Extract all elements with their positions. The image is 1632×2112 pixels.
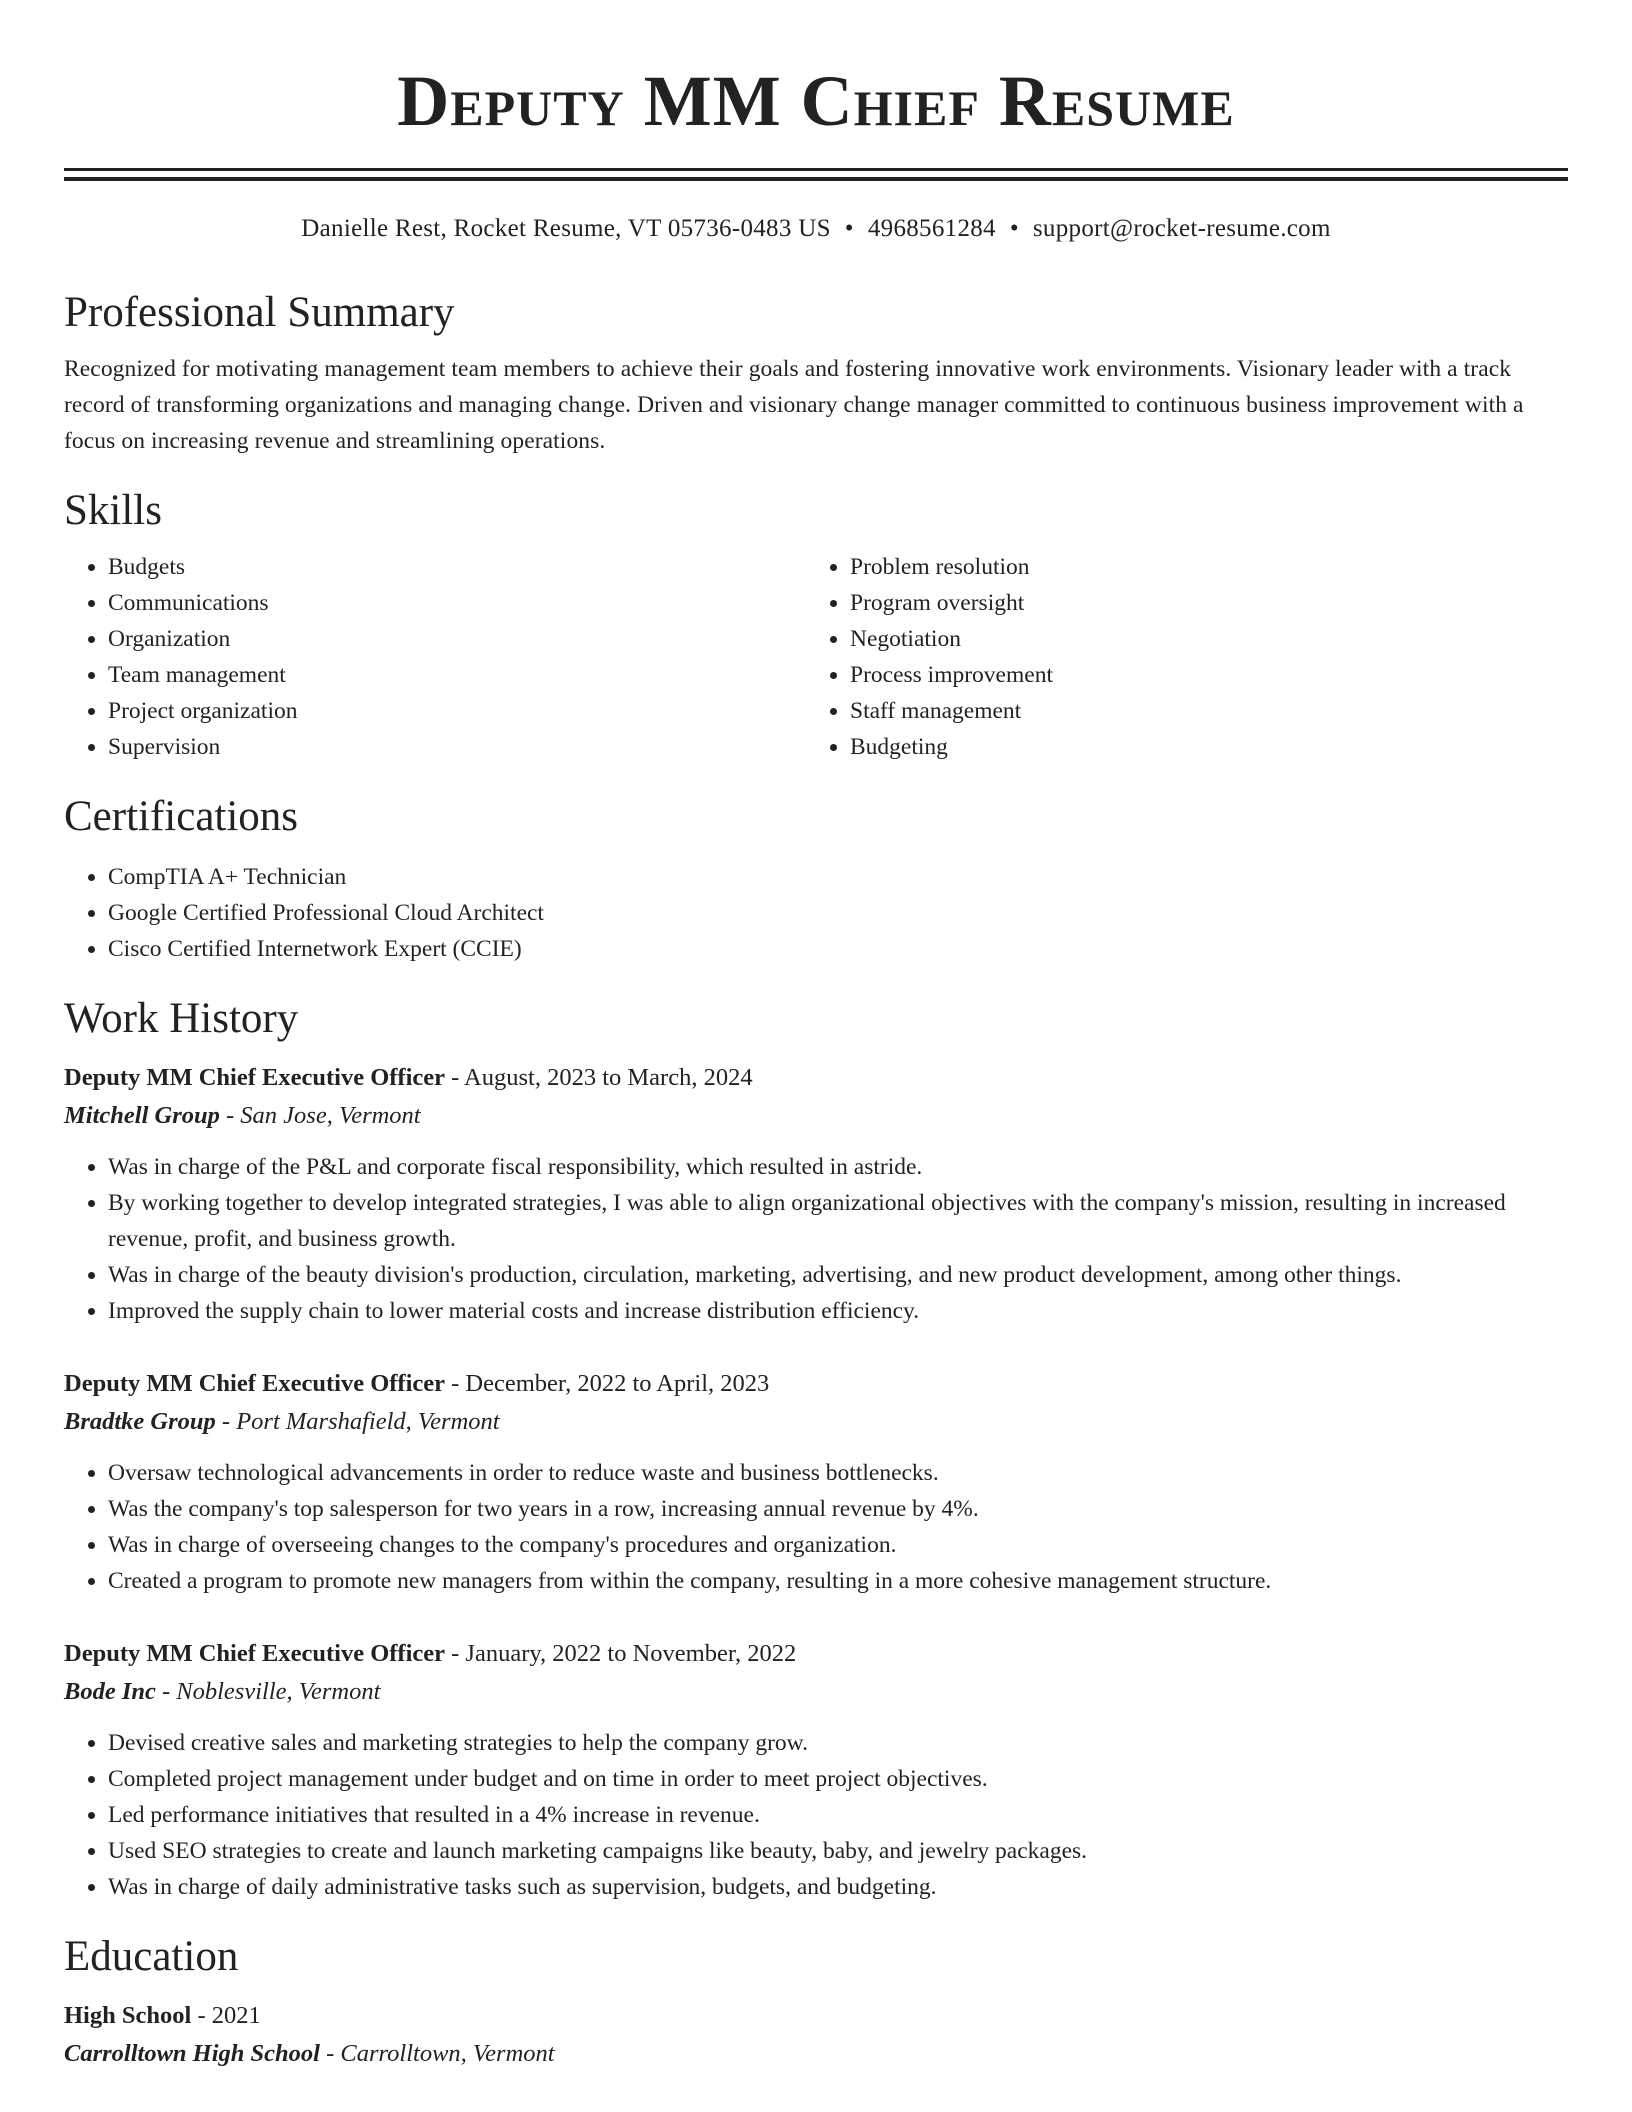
work-history-heading: Work History <box>64 995 299 1042</box>
job-company: Mitchell Group <box>64 1102 220 1129</box>
job-entry <box>64 1635 1568 1905</box>
skill-item: • Team management <box>108 657 806 693</box>
skill-item: • Supervision <box>108 729 806 765</box>
job-bullet: • Was in charge of daily administrative tasks such as supervision, budgets, and budgeting. <box>108 1869 1568 1905</box>
resume-page <box>64 0 1568 2073</box>
job-bullets <box>64 1725 1568 1905</box>
job-dates: - August, 2023 to March, 2024 <box>445 1064 753 1091</box>
education-school-line <box>64 2035 1568 2073</box>
education-degree: High School <box>64 2002 192 2029</box>
job-bullet: • Led performance initiatives that resulted in a 4% increase in revenue. <box>108 1797 1568 1833</box>
skill-item: • Project organization <box>108 693 806 729</box>
job-title: Deputy MM Chief Executive Officer <box>64 1370 445 1397</box>
job-bullets <box>64 1455 1568 1599</box>
job-entry <box>64 1059 1568 1329</box>
education-heading: Education <box>64 1933 239 1980</box>
skill-item: • Organization <box>108 621 806 657</box>
skills-list <box>64 549 1568 765</box>
job-company-line <box>64 1673 1568 1711</box>
job-title: Deputy MM Chief Executive Officer <box>64 1064 445 1091</box>
education-location: - Carrolltown, Vermont <box>319 2040 555 2067</box>
job-bullet: • Devised creative sales and marketing strategies to help the company grow. <box>108 1725 1568 1761</box>
certifications-list <box>64 859 1568 967</box>
job-title-line <box>64 1365 1568 1403</box>
job-bullets <box>64 1149 1568 1329</box>
skill-item: • Communications <box>108 585 806 621</box>
job-company: Bode Inc <box>64 1678 156 1705</box>
job-company-line <box>64 1403 1568 1441</box>
skills-column-left <box>64 549 806 765</box>
contact-email: support@rocket-resume.com <box>1032 215 1331 242</box>
job-dates: - January, 2022 to November, 2022 <box>445 1640 797 1667</box>
skill-item: • Negotiation <box>850 621 1548 657</box>
summary-text: Recognized for motivating management team members to achieve their goals and fostering innovative work environments. Visionary leader with a track record of transforming organizations and managing change. Driven and visionary change manager committed to continuous business improvement with a focus on increasing revenue and streamlining operations. <box>64 356 1524 454</box>
job-bullet: • Used SEO strategies to create and launch marketing campaigns like beauty, baby, and jewelry packages. <box>108 1833 1568 1869</box>
skills-heading: Skills <box>64 487 162 534</box>
skills-column-right <box>806 549 1548 765</box>
job-bullet: • Completed project management under budget and on time in order to meet project objectives. <box>108 1761 1568 1797</box>
certifications-heading: Certifications <box>64 793 299 840</box>
skill-item: • Budgets <box>108 549 806 585</box>
job-bullet: • Created a program to promote new managers from within the company, resulting in a more cohesive management structure. <box>108 1563 1568 1599</box>
certification-item: • CompTIA A+ Technician <box>108 859 1568 895</box>
job-company: Bradtke Group <box>64 1408 216 1435</box>
contact-address: Danielle Rest, Rocket Resume, VT 05736-0483 US <box>301 215 831 242</box>
title-divider-top <box>64 168 1568 171</box>
education-degree-line <box>64 1997 1568 2035</box>
contact-separator: • <box>1009 215 1019 242</box>
education-entry <box>64 1997 1568 2073</box>
skill-item: • Program oversight <box>850 585 1548 621</box>
job-location: - Port Marshafield, Vermont <box>215 1408 500 1435</box>
job-title-line <box>64 1635 1568 1673</box>
contact-phone: 4968561284 <box>867 215 996 242</box>
job-title: Deputy MM Chief Executive Officer <box>64 1640 445 1667</box>
skill-item: • Process improvement <box>850 657 1548 693</box>
job-dates: - December, 2022 to April, 2023 <box>445 1370 770 1397</box>
skill-item: • Staff management <box>850 693 1548 729</box>
title-divider-bottom <box>64 177 1568 181</box>
job-location: - San Jose, Vermont <box>219 1102 421 1129</box>
certification-item: • Cisco Certified Internetwork Expert (CCIE) <box>108 931 1568 967</box>
job-bullet: • Was the company's top salesperson for two years in a row, increasing annual revenue by 4%. <box>108 1491 1568 1527</box>
page-title: Deputy MM Chief Resume <box>397 61 1235 141</box>
job-bullet: • Was in charge of the P&L and corporate fiscal responsibility, which resulted in astride. <box>108 1149 1568 1185</box>
certification-item: • Google Certified Professional Cloud Architect <box>108 895 1568 931</box>
summary-heading: Professional Summary <box>64 289 455 336</box>
education-school: Carrolltown High School <box>64 2040 320 2067</box>
contact-info <box>64 213 1568 245</box>
job-bullet: • Was in charge of overseeing changes to the company's procedures and organization. <box>108 1527 1568 1563</box>
job-bullet: • Oversaw technological advancements in order to reduce waste and business bottlenecks. <box>108 1455 1568 1491</box>
skill-item: • Problem resolution <box>850 549 1548 585</box>
job-entry <box>64 1365 1568 1599</box>
education-year: - 2021 <box>191 2002 261 2029</box>
job-bullet: • By working together to develop integrated strategies, I was able to align organizational objectives with the company's mission, resulting in increased revenue, profit, and business growth. <box>108 1185 1568 1257</box>
job-company-line <box>64 1097 1568 1135</box>
job-location: - Noblesville, Vermont <box>155 1678 381 1705</box>
job-title-line <box>64 1059 1568 1097</box>
job-bullet: • Was in charge of the beauty division's production, circulation, marketing, advertising, and new product development, among other things. <box>108 1257 1568 1293</box>
skill-item: • Budgeting <box>850 729 1548 765</box>
contact-separator: • <box>844 215 854 242</box>
job-bullet: • Improved the supply chain to lower material costs and increase distribution efficiency. <box>108 1293 1568 1329</box>
